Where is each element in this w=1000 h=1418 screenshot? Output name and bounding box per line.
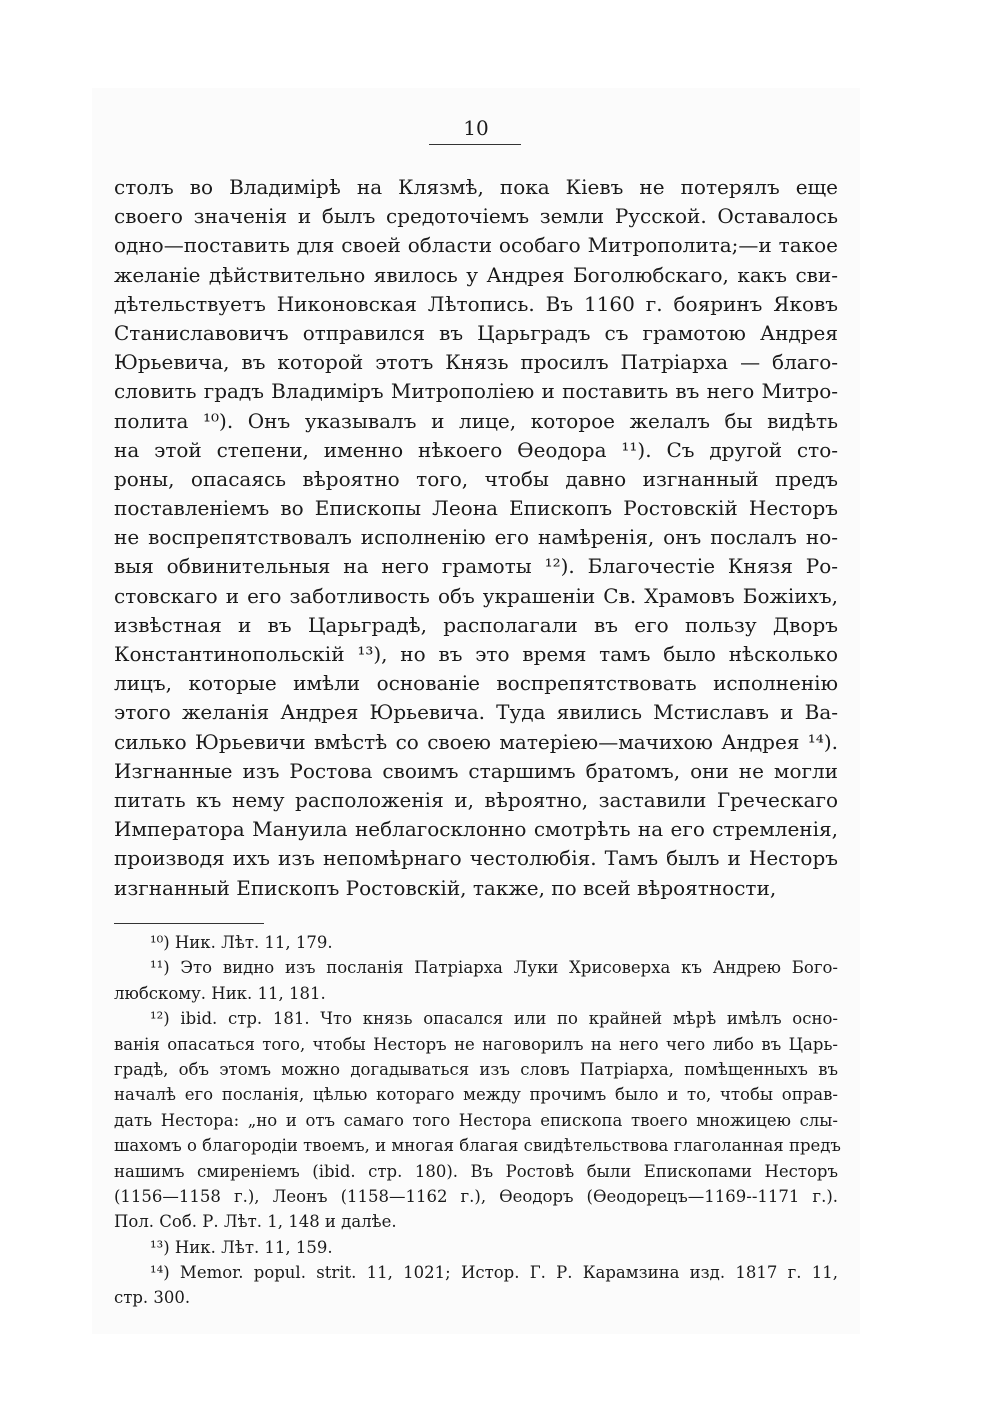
text-line: роны, опасаясь вѣроятно того, чтобы давно изгнанный предъ [114,466,838,491]
text-line: Императора Мануила неблагосклонно смотрѣть на его стремленія, [114,817,838,842]
text-line: питать къ нему расположенія и, вѣроятно, заставили Греческаго [114,787,838,812]
footnote-line: стр. 300. [114,1288,191,1308]
text-line: на этой степени, именно нѣкоего Ѳеодора ¹¹). Съ другой сто- [114,437,838,462]
footnote-line: ¹³) Ник. Лѣт. 11, 159. [150,1237,333,1257]
text-line: изгнанный Епископъ Ростовскій, также, по всей вѣроятности, [114,875,777,900]
text-line: поставленіемъ во Епископы Леона Епископъ Ростовскій Несторъ [114,496,838,521]
text-line: дѣтельствуетъ Никоновская Лѣтопись. Въ 1160 г. бояринъ Яковъ [114,291,838,316]
text-line: Юрьевича, въ которой этотъ Князь просилъ Патріарха — благо- [114,350,838,375]
text-line: лицъ, которые имѣли основаніе воспрепятствовать исполненію [114,671,838,696]
book-page [92,88,860,1334]
footnote-line: ¹²) ibid. стр. 181. Что князь опасался или по крайней мѣрѣ имѣлъ осно- [150,1009,838,1029]
text-line: своего значенія и былъ средоточіемъ земли Русской. Оставалось [114,204,838,229]
text-line: желаніе дѣйствительно явилось у Андрея Боголюбскаго, какъ сви- [114,262,838,287]
footnote-line: шахомъ о благородіи твоемъ, и многая благая свидѣтельствова глаголанная предъ [114,1136,841,1156]
footnote-line: (1156—1158 г.), Леонъ (1158—1162 г.), Ѳеодоръ (Ѳеодорецъ—1169--1171 г.). [114,1186,838,1206]
footnote-line: ¹⁰) Ник. Лѣт. 11, 179. [150,933,333,952]
text-line: выя обвинительныя на него грамоты ¹²). Благочестіе Князя Ро- [114,554,838,579]
body-text [114,173,838,903]
text-line: Станиславовичъ отправился въ Царьградъ съ грамотою Андрея [114,320,838,345]
footnote-line: любскому. Ник. 11, 181. [114,983,326,1003]
text-line: словить градъ Владиміръ Митрополіею и поставить въ него Митро- [114,379,838,404]
footnote-line: нашимъ смиреніемъ (ibid. стр. 180). Въ Ростовѣ были Епископами Несторъ [114,1161,838,1181]
page-number: 10 [463,116,489,140]
text-line: Константинопольскій ¹³), но въ это время тамъ было нѣсколько [114,642,838,666]
footnote-line: началѣ его посланія, цѣлью котораго между прочимъ было и то, чтобы оправ- [114,1085,838,1105]
text-line: Изгнанные изъ Ростова своимъ старшимъ братомъ, они не могли [114,758,838,783]
text-line: извѣстная и въ Царьградѣ, располагали въ его пользу Дворъ [114,612,838,637]
text-line: силько Юрьевичи вмѣстѣ со своею матеріею—мачихою Андрея ¹⁴). [114,729,838,754]
footnotes [114,930,841,1311]
footnote-line: ванія опасаться того, чтобы Несторъ не наговорилъ на него чего либо въ Царь- [114,1034,838,1054]
footnote-line: дать Нестора: „но и отъ самаго того Нестора епископа твоего множицею слы- [114,1110,838,1130]
page-number-rule [429,144,521,145]
text-line: этого желанія Андрея Юрьевича. Туда явились Мстиславъ и Ва- [114,700,838,725]
footnote-separator [114,923,264,924]
text-line: стовскаго и его заботливость объ украшеніи Св. Храмовъ Божіихъ, [114,583,838,608]
text-line: не воспрепятствовалъ исполненію его намѣренія, онъ послалъ но- [114,525,838,550]
text-line: производя ихъ изъ непомѣрнаго честолюбія. Тамъ былъ и Несторъ [114,846,838,871]
footnote-line: ¹⁴) Memor. popul. strit. 11, 1021; Истор. Г. Р. Карамзина изд. 1817 г. 11, [150,1263,838,1283]
footnote-line: градѣ, объ этомъ можно догадываться изъ словъ Патріарха, помѣщенныхъ въ [114,1059,838,1079]
text-line: одно—поставить для своей области особаго Митрополита;—и такое [114,233,838,258]
footnote-line: ¹¹) Это видно изъ посланія Патріарха Луки Хрисоверха къ Андрею Бого- [150,958,838,978]
footnote-line: Пол. Соб. Р. Лѣт. 1, 148 и далѣе. [114,1212,397,1232]
text-line: полита ¹⁰). Онъ указывалъ и лице, которое желалъ бы видѣть [114,408,838,433]
text-line: столъ во Владимірѣ на Клязмѣ, пока Кіевъ не потерялъ еще [114,175,838,199]
